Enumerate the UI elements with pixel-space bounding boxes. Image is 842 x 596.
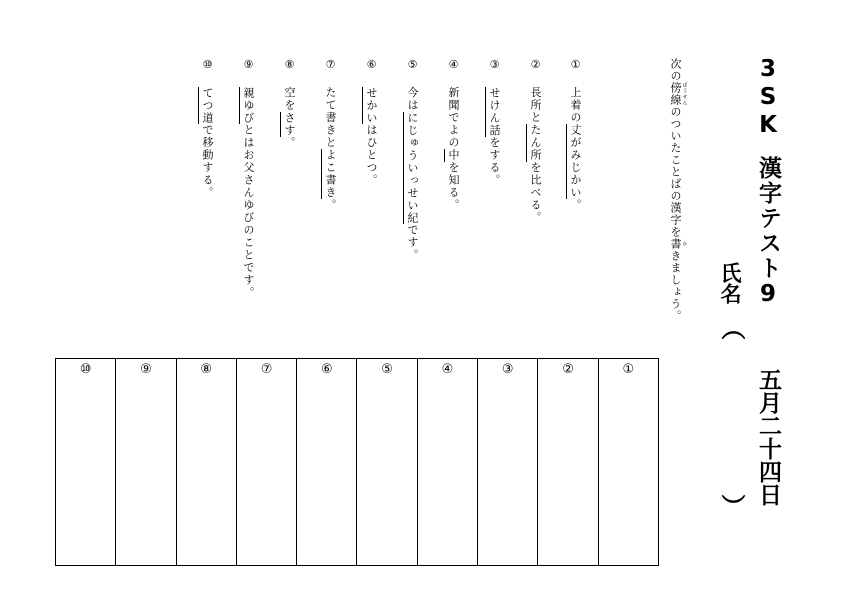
question-text: をする。 bbox=[488, 136, 501, 187]
answer-cell-1[interactable] bbox=[598, 359, 658, 565]
answer-cell-number: ⑤ bbox=[381, 362, 393, 377]
instruction-kanji: 傍線 ぼうせん bbox=[669, 82, 688, 106]
question-target: たん所 bbox=[526, 124, 542, 162]
question-target: せけん話 bbox=[485, 87, 501, 137]
question-text: 空を bbox=[283, 86, 296, 112]
instruction-kanji2: 書 か bbox=[669, 238, 688, 250]
name-label: 氏名 bbox=[718, 262, 742, 304]
question-text: で移動する。 bbox=[201, 124, 214, 199]
question-1 bbox=[569, 58, 582, 212]
question-number: ⑥ bbox=[365, 58, 378, 73]
question-number: ③ bbox=[488, 58, 501, 73]
question-6 bbox=[365, 58, 378, 187]
question-2 bbox=[529, 58, 542, 224]
test-date: 五月二十四日 bbox=[755, 368, 781, 506]
answer-cell-number: ⑦ bbox=[260, 362, 273, 377]
answer-cell-7[interactable] bbox=[236, 359, 296, 565]
question-target: 親ゆび bbox=[239, 87, 255, 125]
question-number: ⑤ bbox=[406, 58, 419, 73]
answer-cell-number: ① bbox=[622, 362, 635, 377]
question-target: てつ道 bbox=[198, 87, 214, 125]
answer-cell-9[interactable] bbox=[115, 359, 175, 565]
question-text: を比べる。 bbox=[529, 161, 542, 224]
answer-cell-number: ⑩ bbox=[79, 362, 92, 377]
question-text: 今は bbox=[406, 86, 419, 112]
question-target: 丈がみじかい bbox=[566, 124, 582, 199]
question-number: ⑨ bbox=[242, 58, 255, 73]
question-text: 。 bbox=[569, 199, 582, 212]
question-target: よこ書き bbox=[321, 149, 337, 199]
instruction-after: きましょう。 bbox=[669, 250, 682, 322]
instruction bbox=[668, 58, 688, 322]
question-7 bbox=[324, 58, 337, 212]
question-text: 。 bbox=[324, 199, 337, 212]
question-text: 。 bbox=[283, 136, 296, 149]
question-number: ④ bbox=[447, 58, 460, 73]
name-field-open-paren: ︵ bbox=[717, 316, 745, 340]
question-5 bbox=[406, 58, 419, 262]
grade-label: 3SK bbox=[755, 56, 781, 140]
question-text: を知る。 bbox=[447, 161, 460, 212]
question-8 bbox=[283, 58, 296, 149]
answer-cell-number: ⑥ bbox=[321, 362, 333, 377]
instruction-ruby2: か bbox=[681, 238, 688, 250]
question-target: せかい bbox=[362, 87, 378, 125]
instruction-ruby: ぼうせん bbox=[681, 82, 688, 106]
answer-cell-3[interactable] bbox=[477, 359, 537, 565]
answer-cell-2[interactable] bbox=[537, 359, 597, 565]
question-number: ⑦ bbox=[324, 58, 337, 73]
question-text: です。 bbox=[406, 224, 419, 262]
name-field-close-paren: ︶ bbox=[717, 494, 745, 518]
instruction-mid: のついたことばの漢字を bbox=[669, 106, 682, 238]
question-target: にじゅういっせい紀 bbox=[403, 112, 419, 225]
answer-cell-8[interactable] bbox=[176, 359, 236, 565]
question-9 bbox=[242, 58, 255, 299]
question-3 bbox=[488, 58, 501, 187]
question-number: ② bbox=[529, 58, 542, 73]
answer-cell-6[interactable] bbox=[296, 359, 356, 565]
answer-cell-5[interactable] bbox=[356, 359, 416, 565]
answer-cell-number: ④ bbox=[441, 362, 454, 377]
answer-cell-number: ② bbox=[562, 362, 574, 377]
question-4 bbox=[447, 58, 460, 212]
question-number: ① bbox=[569, 58, 582, 73]
question-number: ⑧ bbox=[283, 58, 296, 73]
answer-cell-number: ⑧ bbox=[200, 362, 213, 377]
question-text: 新聞でよの bbox=[447, 86, 460, 149]
question-text: 長所と bbox=[529, 86, 542, 124]
question-target: さす bbox=[280, 112, 296, 137]
question-text: 上着の bbox=[569, 86, 582, 124]
answer-cell-10[interactable] bbox=[56, 359, 115, 565]
question-text: とはお父さんゆびのことです。 bbox=[242, 124, 255, 299]
instruction-before: 次の bbox=[669, 58, 682, 82]
question-text: たて書きと bbox=[324, 86, 337, 149]
test-title bbox=[756, 56, 779, 309]
question-target: 中 bbox=[444, 149, 460, 162]
answer-table bbox=[55, 358, 659, 566]
question-10 bbox=[201, 58, 214, 199]
question-text: はひとつ。 bbox=[365, 124, 378, 187]
answer-cell-number: ⑨ bbox=[140, 362, 152, 377]
question-number: ⑩ bbox=[201, 58, 214, 73]
answer-cell-4[interactable] bbox=[417, 359, 477, 565]
answer-cell-number: ③ bbox=[501, 362, 514, 377]
test-name: 漢字テスト9 bbox=[755, 156, 781, 309]
